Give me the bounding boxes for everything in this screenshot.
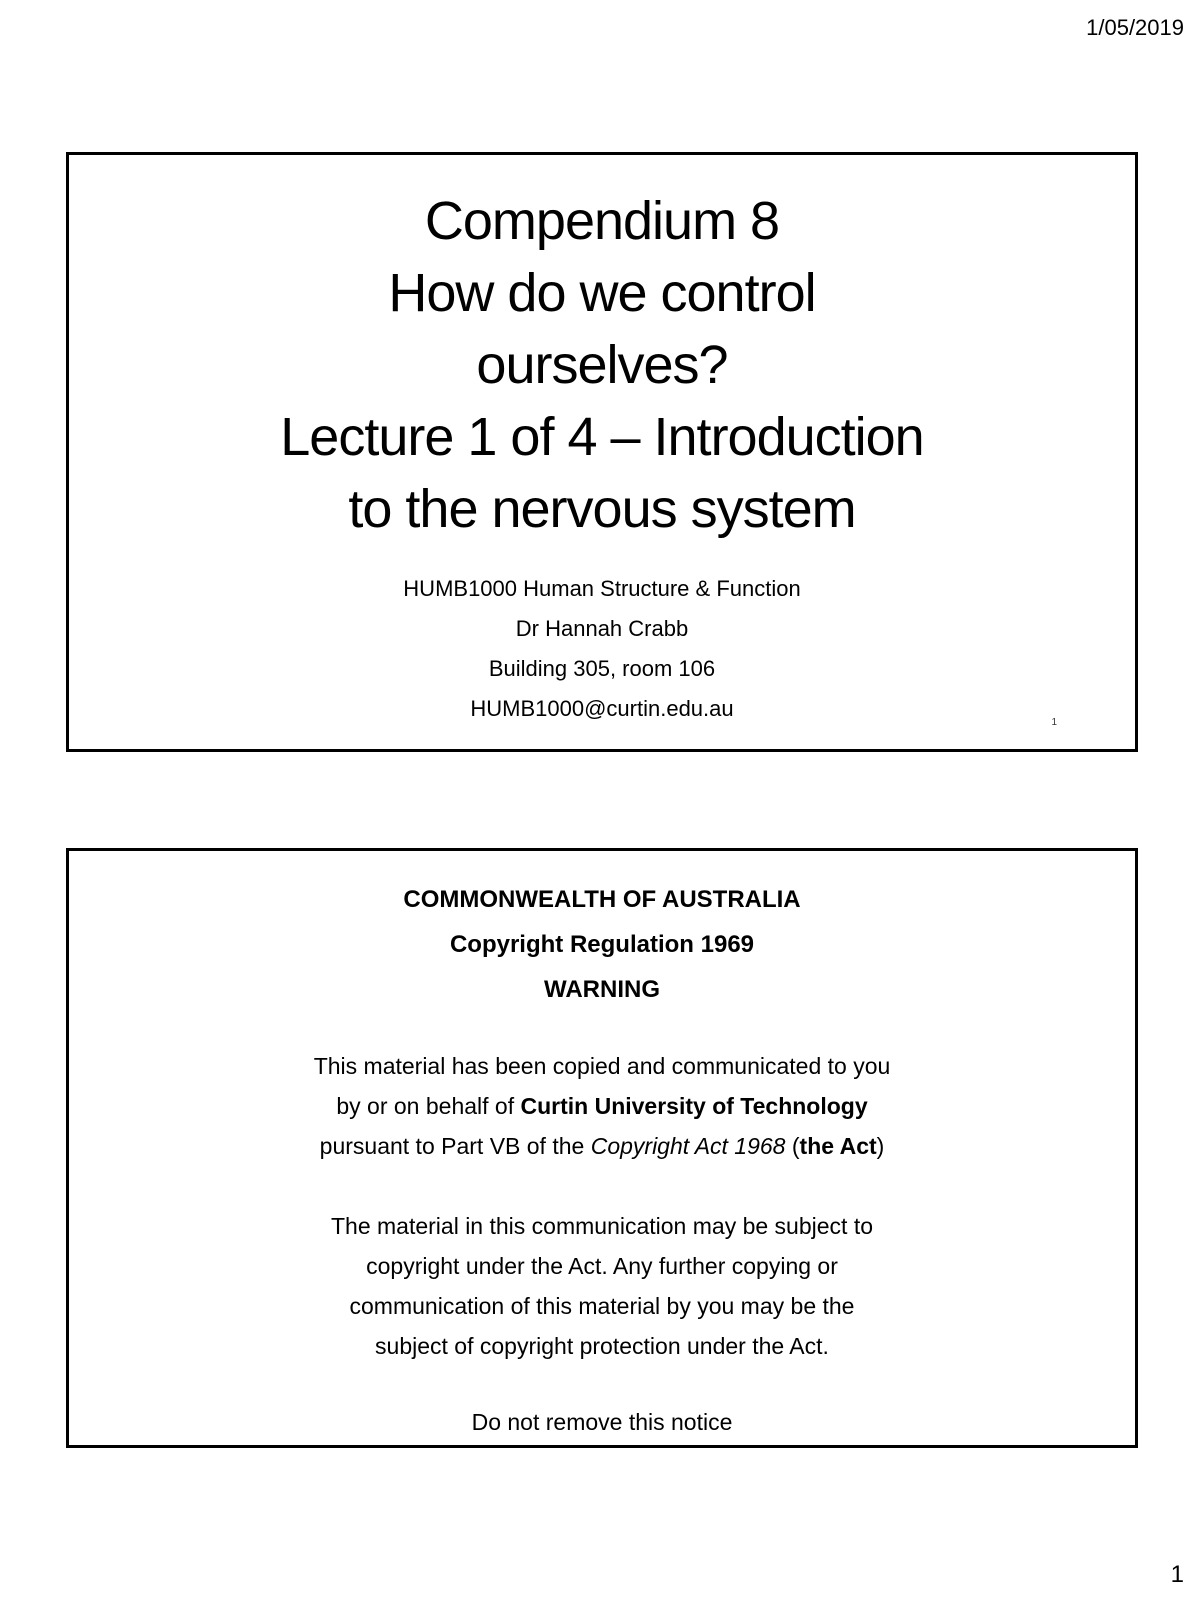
lecturer-name: Dr Hannah Crabb [515,616,689,641]
notice-footer: Do not remove this notice [471,1409,733,1435]
title-line: Compendium 8 [424,191,780,251]
act-title: Copyright Act 1968 [590,1133,786,1159]
para-text: ( [785,1133,800,1159]
notice-paragraph-2 [69,1206,1135,1366]
heading-line: Copyright Regulation 1969 [449,931,755,958]
contact-email: HUMB1000@curtin.edu.au [470,696,734,721]
slide-title [69,155,1135,545]
title-line: to the nervous system [348,479,856,539]
notice-paragraph-1 [69,1046,1135,1166]
course-name: HUMB1000 Human Structure & Function [403,576,801,601]
slide-number: 1 [1051,717,1057,728]
heading-line: WARNING [544,976,660,1003]
para-text: by or on behalf of [336,1093,521,1119]
title-line: Lecture 1 of 4 – Introduction [280,407,924,467]
title-slide [66,152,1138,752]
heading-line: COMMONWEALTH OF AUSTRALIA [403,886,801,913]
page-number: 1 [1170,1561,1184,1588]
copyright-slide [66,848,1138,1448]
para-line: This material has been copied and communicated to you [313,1053,891,1079]
institution-name: Curtin University of Technology [520,1093,868,1119]
act-short-name: the Act [799,1133,877,1159]
notice-heading [69,851,1135,1012]
page-date: 1/05/2019 [1086,15,1184,40]
title-line: ourselves? [476,335,728,395]
subtitle-block [69,569,1135,729]
para-text: ) [876,1133,885,1159]
para-text: pursuant to Part VB of the [319,1133,591,1159]
para-line: communication of this material by you may be the [349,1293,855,1319]
para-line [69,1126,1135,1166]
para-line [69,1086,1135,1126]
para-line: The material in this communication may be subject to [330,1213,874,1239]
para-line: copyright under the Act. Any further copying or [366,1253,838,1279]
office-location: Building 305, room 106 [488,656,716,681]
para-line: subject of copyright protection under the Act. [375,1333,829,1359]
title-line: How do we control [388,263,816,323]
